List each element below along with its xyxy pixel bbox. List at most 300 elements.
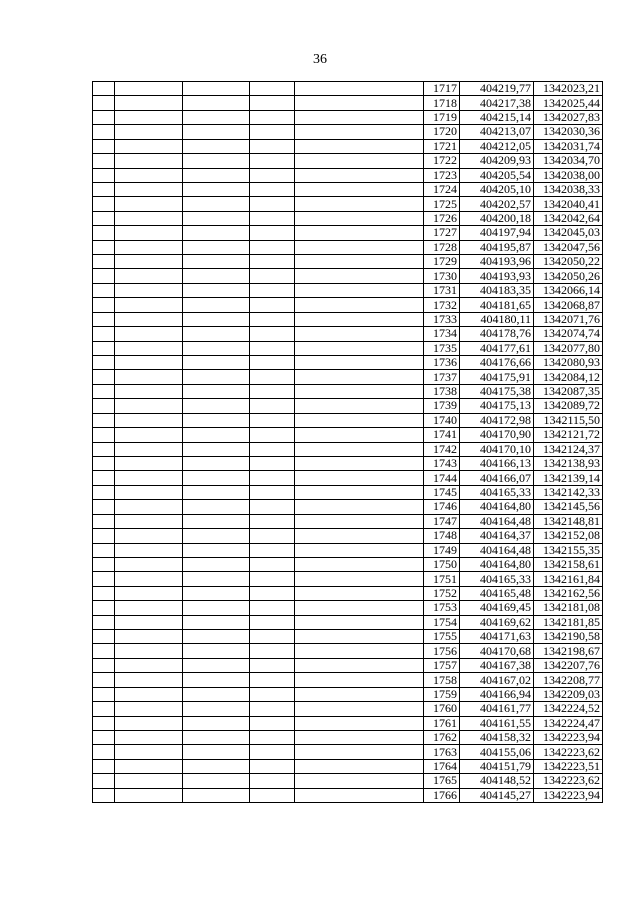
table-row	[93, 96, 603, 110]
empty-cell-2	[115, 716, 183, 730]
empty-cell-4	[250, 500, 295, 514]
empty-cell-5	[295, 529, 424, 543]
y-coordinate: 1342161,84	[534, 572, 603, 586]
x-coordinate: 404217,38	[460, 96, 534, 110]
empty-cell-5	[295, 298, 424, 312]
x-coordinate: 404148,52	[460, 774, 534, 788]
x-coordinate: 404158,32	[460, 730, 534, 744]
empty-cell-3	[183, 557, 250, 571]
empty-cell-3	[183, 586, 250, 600]
y-coordinate: 1342045,03	[534, 226, 603, 240]
x-coordinate: 404176,66	[460, 356, 534, 370]
empty-cell-2	[115, 500, 183, 514]
table-row	[93, 557, 603, 571]
empty-cell-4	[250, 687, 295, 701]
empty-cell-5	[295, 745, 424, 759]
y-coordinate: 1342208,77	[534, 673, 603, 687]
empty-cell-5	[295, 586, 424, 600]
empty-cell-2	[115, 110, 183, 124]
empty-cell-3	[183, 442, 250, 456]
table-row	[93, 283, 603, 297]
empty-cell-4	[250, 312, 295, 326]
empty-cell-3	[183, 730, 250, 744]
x-coordinate: 404166,07	[460, 471, 534, 485]
point-number: 1750	[424, 557, 460, 571]
empty-cell-1	[93, 615, 115, 629]
empty-cell-2	[115, 139, 183, 153]
y-coordinate: 1342030,36	[534, 125, 603, 139]
y-coordinate: 1342023,21	[534, 82, 603, 96]
table-row	[93, 543, 603, 557]
empty-cell-4	[250, 341, 295, 355]
empty-cell-2	[115, 428, 183, 442]
empty-cell-2	[115, 514, 183, 528]
empty-cell-5	[295, 730, 424, 744]
empty-cell-4	[250, 298, 295, 312]
empty-cell-2	[115, 456, 183, 470]
empty-cell-4	[250, 485, 295, 499]
point-number: 1729	[424, 255, 460, 269]
empty-cell-1	[93, 572, 115, 586]
y-coordinate: 1342068,87	[534, 298, 603, 312]
empty-cell-1	[93, 442, 115, 456]
empty-cell-2	[115, 586, 183, 600]
y-coordinate: 1342047,56	[534, 240, 603, 254]
y-coordinate: 1342148,81	[534, 514, 603, 528]
empty-cell-1	[93, 658, 115, 672]
point-number: 1756	[424, 644, 460, 658]
x-coordinate: 404183,35	[460, 283, 534, 297]
empty-cell-5	[295, 601, 424, 615]
empty-cell-5	[295, 110, 424, 124]
empty-cell-5	[295, 226, 424, 240]
empty-cell-2	[115, 154, 183, 168]
empty-cell-4	[250, 370, 295, 384]
empty-cell-2	[115, 312, 183, 326]
point-number: 1752	[424, 586, 460, 600]
empty-cell-3	[183, 168, 250, 182]
x-coordinate: 404215,14	[460, 110, 534, 124]
table-row	[93, 125, 603, 139]
empty-cell-4	[250, 327, 295, 341]
y-coordinate: 1342084,12	[534, 370, 603, 384]
point-number: 1751	[424, 572, 460, 586]
empty-cell-3	[183, 673, 250, 687]
y-coordinate: 1342162,56	[534, 586, 603, 600]
empty-cell-1	[93, 182, 115, 196]
empty-cell-3	[183, 110, 250, 124]
y-coordinate: 1342142,33	[534, 485, 603, 499]
empty-cell-3	[183, 139, 250, 153]
x-coordinate: 404202,57	[460, 197, 534, 211]
empty-cell-1	[93, 125, 115, 139]
x-coordinate: 404164,80	[460, 500, 534, 514]
point-number: 1738	[424, 384, 460, 398]
point-number: 1762	[424, 730, 460, 744]
empty-cell-4	[250, 630, 295, 644]
empty-cell-2	[115, 413, 183, 427]
empty-cell-2	[115, 630, 183, 644]
empty-cell-3	[183, 615, 250, 629]
y-coordinate: 1342139,14	[534, 471, 603, 485]
point-number: 1727	[424, 226, 460, 240]
empty-cell-3	[183, 485, 250, 499]
point-number: 1743	[424, 456, 460, 470]
table-row	[93, 702, 603, 716]
point-number: 1730	[424, 269, 460, 283]
point-number: 1740	[424, 413, 460, 427]
table-row	[93, 485, 603, 499]
x-coordinate: 404169,45	[460, 601, 534, 615]
empty-cell-4	[250, 572, 295, 586]
empty-cell-5	[295, 240, 424, 254]
table-row	[93, 716, 603, 730]
empty-cell-4	[250, 356, 295, 370]
y-coordinate: 1342223,62	[534, 774, 603, 788]
empty-cell-1	[93, 456, 115, 470]
empty-cell-4	[250, 283, 295, 297]
empty-cell-1	[93, 745, 115, 759]
empty-cell-5	[295, 312, 424, 326]
empty-cell-3	[183, 702, 250, 716]
point-number: 1746	[424, 500, 460, 514]
empty-cell-1	[93, 384, 115, 398]
empty-cell-5	[295, 182, 424, 196]
x-coordinate: 404169,62	[460, 615, 534, 629]
y-coordinate: 1342089,72	[534, 399, 603, 413]
empty-cell-5	[295, 658, 424, 672]
empty-cell-1	[93, 485, 115, 499]
point-number: 1755	[424, 630, 460, 644]
empty-cell-5	[295, 139, 424, 153]
empty-cell-1	[93, 327, 115, 341]
x-coordinate: 404164,80	[460, 557, 534, 571]
x-coordinate: 404167,02	[460, 673, 534, 687]
table-row	[93, 139, 603, 153]
empty-cell-1	[93, 759, 115, 773]
table-row	[93, 384, 603, 398]
table-row	[93, 644, 603, 658]
empty-cell-4	[250, 154, 295, 168]
empty-cell-3	[183, 572, 250, 586]
empty-cell-5	[295, 774, 424, 788]
empty-cell-2	[115, 168, 183, 182]
page-number: 36	[313, 52, 327, 67]
empty-cell-1	[93, 514, 115, 528]
y-coordinate: 1342038,33	[534, 182, 603, 196]
y-coordinate: 1342066,14	[534, 283, 603, 297]
empty-cell-4	[250, 96, 295, 110]
empty-cell-5	[295, 154, 424, 168]
y-coordinate: 1342138,93	[534, 456, 603, 470]
empty-cell-1	[93, 240, 115, 254]
empty-cell-5	[295, 283, 424, 297]
empty-cell-3	[183, 745, 250, 759]
empty-cell-4	[250, 586, 295, 600]
point-number: 1722	[424, 154, 460, 168]
table-row	[93, 673, 603, 687]
y-coordinate: 1342152,08	[534, 529, 603, 543]
empty-cell-5	[295, 485, 424, 499]
table-row	[93, 471, 603, 485]
point-number: 1763	[424, 745, 460, 759]
empty-cell-5	[295, 514, 424, 528]
point-number: 1739	[424, 399, 460, 413]
point-number: 1723	[424, 168, 460, 182]
x-coordinate: 404200,18	[460, 211, 534, 225]
empty-cell-2	[115, 255, 183, 269]
y-coordinate: 1342198,67	[534, 644, 603, 658]
empty-cell-2	[115, 384, 183, 398]
empty-cell-1	[93, 788, 115, 802]
table-row	[93, 211, 603, 225]
empty-cell-2	[115, 211, 183, 225]
point-number: 1726	[424, 211, 460, 225]
point-number: 1718	[424, 96, 460, 110]
empty-cell-1	[93, 557, 115, 571]
empty-cell-5	[295, 399, 424, 413]
empty-cell-4	[250, 471, 295, 485]
empty-cell-3	[183, 543, 250, 557]
point-number: 1717	[424, 82, 460, 96]
table-row	[93, 456, 603, 470]
empty-cell-3	[183, 327, 250, 341]
empty-cell-5	[295, 644, 424, 658]
empty-cell-4	[250, 125, 295, 139]
empty-cell-1	[93, 96, 115, 110]
point-number: 1753	[424, 601, 460, 615]
empty-cell-1	[93, 154, 115, 168]
x-coordinate: 404180,11	[460, 312, 534, 326]
x-coordinate: 404219,77	[460, 82, 534, 96]
empty-cell-5	[295, 197, 424, 211]
table-row	[93, 399, 603, 413]
empty-cell-2	[115, 615, 183, 629]
empty-cell-2	[115, 399, 183, 413]
empty-cell-2	[115, 774, 183, 788]
y-coordinate: 1342121,72	[534, 428, 603, 442]
empty-cell-5	[295, 456, 424, 470]
empty-cell-4	[250, 702, 295, 716]
x-coordinate: 404175,38	[460, 384, 534, 398]
empty-cell-5	[295, 702, 424, 716]
empty-cell-1	[93, 211, 115, 225]
x-coordinate: 404213,07	[460, 125, 534, 139]
empty-cell-2	[115, 327, 183, 341]
empty-cell-3	[183, 774, 250, 788]
y-coordinate: 1342181,85	[534, 615, 603, 629]
y-coordinate: 1342077,80	[534, 341, 603, 355]
x-coordinate: 404175,13	[460, 399, 534, 413]
point-number: 1758	[424, 673, 460, 687]
empty-cell-1	[93, 428, 115, 442]
y-coordinate: 1342190,58	[534, 630, 603, 644]
empty-cell-1	[93, 730, 115, 744]
x-coordinate: 404197,94	[460, 226, 534, 240]
empty-cell-2	[115, 125, 183, 139]
y-coordinate: 1342223,94	[534, 788, 603, 802]
empty-cell-3	[183, 255, 250, 269]
x-coordinate: 404170,90	[460, 428, 534, 442]
empty-cell-3	[183, 298, 250, 312]
point-number: 1742	[424, 442, 460, 456]
empty-cell-4	[250, 745, 295, 759]
empty-cell-1	[93, 687, 115, 701]
empty-cell-3	[183, 197, 250, 211]
table-row	[93, 745, 603, 759]
table-row	[93, 615, 603, 629]
y-coordinate: 1342224,47	[534, 716, 603, 730]
empty-cell-2	[115, 572, 183, 586]
empty-cell-4	[250, 255, 295, 269]
empty-cell-4	[250, 543, 295, 557]
empty-cell-4	[250, 658, 295, 672]
empty-cell-1	[93, 356, 115, 370]
x-coordinate: 404177,61	[460, 341, 534, 355]
empty-cell-3	[183, 370, 250, 384]
point-number: 1720	[424, 125, 460, 139]
y-coordinate: 1342115,50	[534, 413, 603, 427]
point-number: 1719	[424, 110, 460, 124]
y-coordinate: 1342145,56	[534, 500, 603, 514]
empty-cell-1	[93, 139, 115, 153]
x-coordinate: 404167,38	[460, 658, 534, 672]
empty-cell-5	[295, 557, 424, 571]
empty-cell-4	[250, 774, 295, 788]
empty-cell-2	[115, 82, 183, 96]
x-coordinate: 404161,77	[460, 702, 534, 716]
x-coordinate: 404172,98	[460, 413, 534, 427]
point-number: 1741	[424, 428, 460, 442]
empty-cell-1	[93, 226, 115, 240]
empty-cell-2	[115, 226, 183, 240]
point-number: 1725	[424, 197, 460, 211]
empty-cell-4	[250, 615, 295, 629]
point-number: 1734	[424, 327, 460, 341]
table-row	[93, 759, 603, 773]
y-coordinate: 1342042,64	[534, 211, 603, 225]
empty-cell-2	[115, 471, 183, 485]
empty-cell-5	[295, 788, 424, 802]
table-row	[93, 788, 603, 802]
y-coordinate: 1342031,74	[534, 139, 603, 153]
empty-cell-3	[183, 312, 250, 326]
empty-cell-1	[93, 774, 115, 788]
point-number: 1757	[424, 658, 460, 672]
empty-cell-3	[183, 644, 250, 658]
table-row	[93, 572, 603, 586]
y-coordinate: 1342040,41	[534, 197, 603, 211]
empty-cell-3	[183, 601, 250, 615]
point-number: 1761	[424, 716, 460, 730]
table-row	[93, 413, 603, 427]
empty-cell-1	[93, 399, 115, 413]
empty-cell-5	[295, 96, 424, 110]
y-coordinate: 1342223,62	[534, 745, 603, 759]
empty-cell-4	[250, 226, 295, 240]
empty-cell-4	[250, 384, 295, 398]
empty-cell-5	[295, 428, 424, 442]
empty-cell-5	[295, 82, 424, 96]
table-row	[93, 255, 603, 269]
empty-cell-2	[115, 298, 183, 312]
empty-cell-3	[183, 500, 250, 514]
empty-cell-3	[183, 211, 250, 225]
point-number: 1721	[424, 139, 460, 153]
y-coordinate: 1342087,35	[534, 384, 603, 398]
empty-cell-4	[250, 759, 295, 773]
point-number: 1745	[424, 485, 460, 499]
table-row	[93, 197, 603, 211]
empty-cell-3	[183, 788, 250, 802]
empty-cell-4	[250, 788, 295, 802]
y-coordinate: 1342124,37	[534, 442, 603, 456]
empty-cell-2	[115, 759, 183, 773]
empty-cell-3	[183, 182, 250, 196]
table-row	[93, 529, 603, 543]
point-number: 1749	[424, 543, 460, 557]
empty-cell-1	[93, 168, 115, 182]
x-coordinate: 404212,05	[460, 139, 534, 153]
y-coordinate: 1342025,44	[534, 96, 603, 110]
point-number: 1766	[424, 788, 460, 802]
y-coordinate: 1342050,22	[534, 255, 603, 269]
table-row	[93, 110, 603, 124]
point-number: 1754	[424, 615, 460, 629]
empty-cell-3	[183, 658, 250, 672]
table-row	[93, 514, 603, 528]
y-coordinate: 1342158,61	[534, 557, 603, 571]
empty-cell-3	[183, 82, 250, 96]
empty-cell-5	[295, 269, 424, 283]
empty-cell-3	[183, 428, 250, 442]
table-row	[93, 327, 603, 341]
empty-cell-4	[250, 644, 295, 658]
x-coordinate: 404195,87	[460, 240, 534, 254]
y-coordinate: 1342181,08	[534, 601, 603, 615]
empty-cell-3	[183, 399, 250, 413]
table-row	[93, 442, 603, 456]
empty-cell-2	[115, 673, 183, 687]
empty-cell-3	[183, 456, 250, 470]
y-coordinate: 1342038,00	[534, 168, 603, 182]
empty-cell-5	[295, 500, 424, 514]
empty-cell-4	[250, 428, 295, 442]
table-row	[93, 240, 603, 254]
empty-cell-3	[183, 240, 250, 254]
y-coordinate: 1342027,83	[534, 110, 603, 124]
empty-cell-3	[183, 154, 250, 168]
table-row	[93, 182, 603, 196]
y-coordinate: 1342071,76	[534, 312, 603, 326]
empty-cell-5	[295, 572, 424, 586]
empty-cell-2	[115, 658, 183, 672]
x-coordinate: 404151,79	[460, 759, 534, 773]
empty-cell-3	[183, 341, 250, 355]
table-row	[93, 658, 603, 672]
empty-cell-1	[93, 110, 115, 124]
empty-cell-5	[295, 327, 424, 341]
table-row	[93, 500, 603, 514]
x-coordinate: 404175,91	[460, 370, 534, 384]
empty-cell-4	[250, 730, 295, 744]
empty-cell-3	[183, 413, 250, 427]
x-coordinate: 404161,55	[460, 716, 534, 730]
x-coordinate: 404155,06	[460, 745, 534, 759]
point-number: 1732	[424, 298, 460, 312]
empty-cell-1	[93, 197, 115, 211]
point-number: 1764	[424, 759, 460, 773]
